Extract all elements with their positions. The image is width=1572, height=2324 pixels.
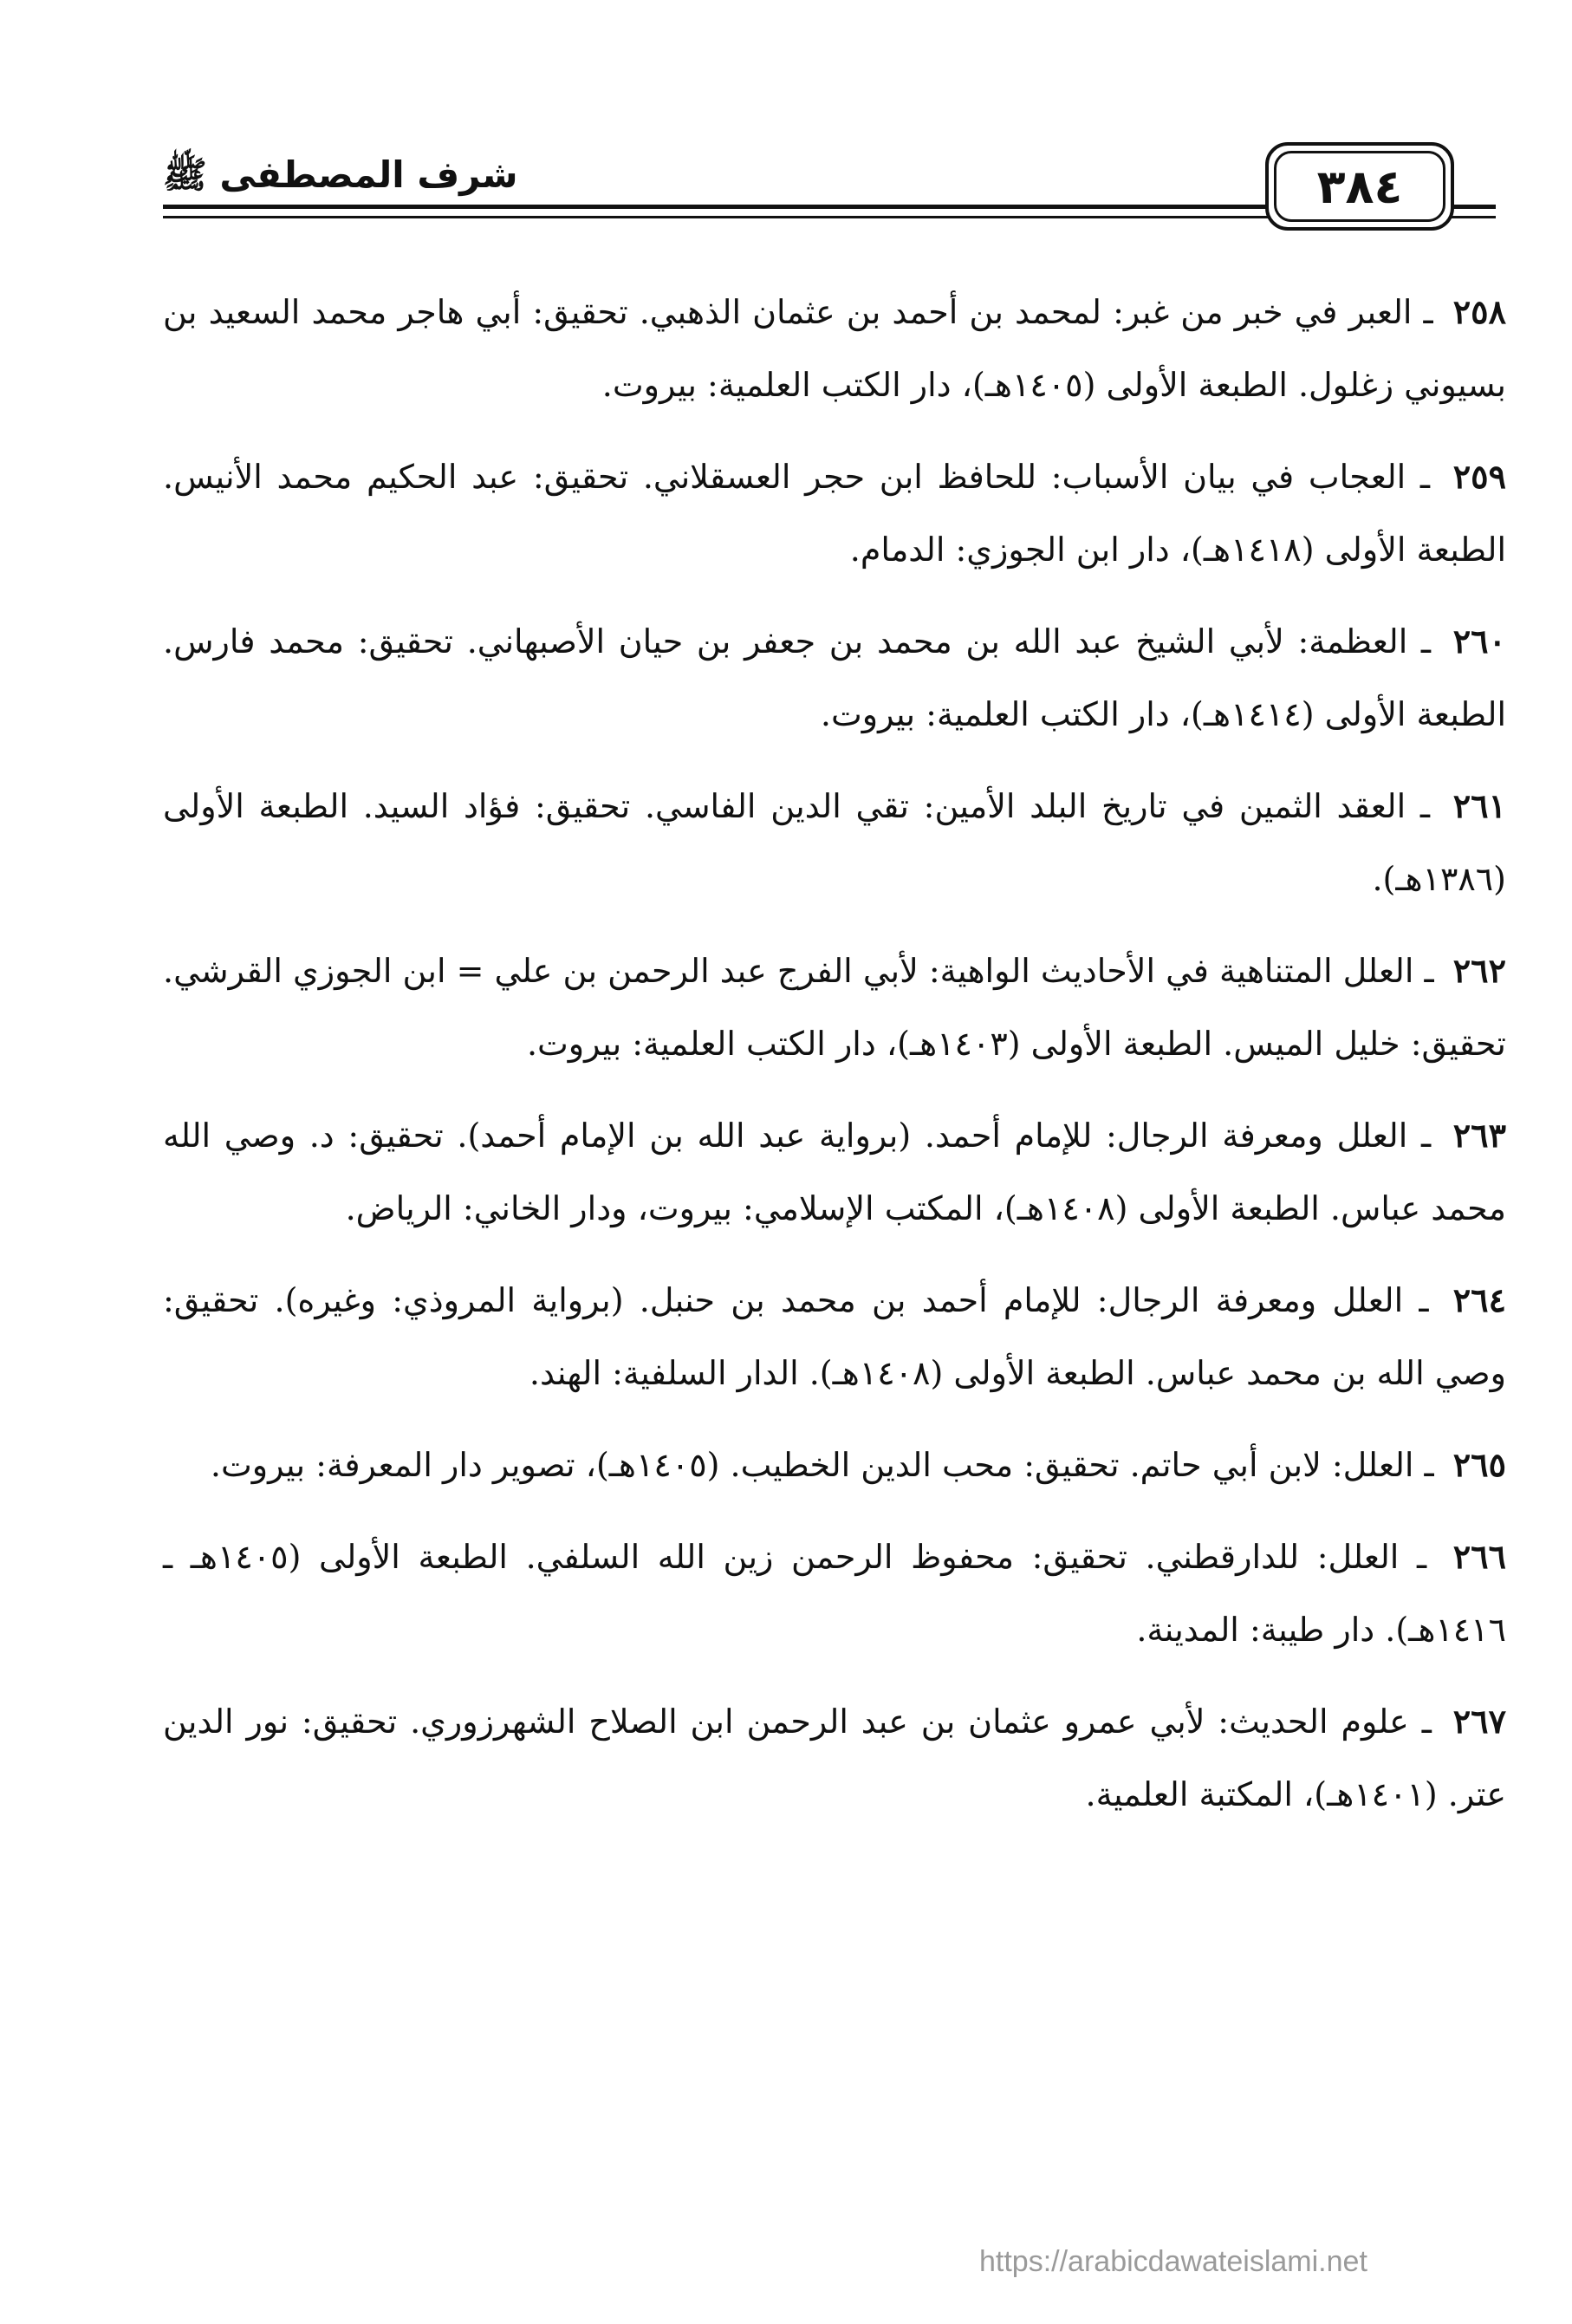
entry-text: ـ العلل: للدارقطني. تحقيق: محفوظ الرحمن زين الله السلفي. الطبعة الأولى (١٤٠٥هـ ـ ١٤١٦هـ). دار طيبة: المدينة.	[163, 1538, 1506, 1649]
entry-text: ـ العلل المتناهية في الأحاديث الواهية: لأبي الفرج عبد الرحمن بن علي = ابن الجوزي القرشي. تحقيق: خليل الميس. الطبعة الأولى (١٤٠٣هـ)، دار الكتب العلمية: بيروت.	[163, 952, 1506, 1063]
bibliography-entry	[163, 276, 1506, 421]
bibliography-entry	[163, 440, 1506, 586]
page-number-frame	[1265, 142, 1454, 231]
entry-number: ٢٦٥	[1452, 1445, 1506, 1484]
entry-text: ـ العقد الثمين في تاريخ البلد الأمين: تقي الدين الفاسي. تحقيق: فؤاد السيد. الطبعة الأولى (١٣٨٦هـ).	[163, 787, 1506, 898]
bibliography-entry	[163, 1520, 1506, 1666]
entry-number: ٢٦٠	[1452, 622, 1506, 661]
bibliography-entry	[163, 934, 1506, 1080]
entry-text: ـ العلل ومعرفة الرجال: للإمام أحمد بن محمد بن حنبل. (برواية المروذي: وغيره). تحقيق: وصي الله بن محمد عباس. الطبعة الأولى (١٤٠٨هـ). الدار السلفية: الهند.	[163, 1281, 1506, 1392]
running-title: شرف المصطفى ﷺ	[163, 153, 518, 196]
entry-number: ٢٦١	[1452, 786, 1506, 825]
entry-text: ـ العظمة: لأبي الشيخ عبد الله بن محمد بن جعفر بن حيان الأصبهاني. تحقيق: محمد فارس. الطبعة الأولى (١٤١٤هـ)، دار الكتب العلمية: بيروت.	[163, 622, 1506, 733]
bibliography-entry	[163, 1099, 1506, 1245]
entry-number: ٢٥٨	[1452, 292, 1506, 331]
bibliography-entry	[163, 1429, 1506, 1501]
entry-number: ٢٦٧	[1452, 1702, 1506, 1741]
entry-number: ٢٦٣	[1452, 1116, 1506, 1155]
entry-text: ـ العلل ومعرفة الرجال: للإمام أحمد. (برواية عبد الله بن الإمام أحمد). تحقيق: د. وصي الله محمد عباس. الطبعة الأولى (١٤٠٨هـ)، المكتب الإسلامي: بيروت، ودار الخاني: الرياض.	[163, 1116, 1506, 1227]
bibliography-entry	[163, 770, 1506, 915]
entry-text: ـ العبر في خبر من غبر: لمحمد بن أحمد بن عثمان الذهبي. تحقيق: أبي هاجر محمد السعيد بن بسيوني زغلول. الطبعة الأولى (١٤٠٥هـ)، دار الكتب العلمية: بيروت.	[163, 293, 1506, 404]
page-header	[163, 130, 1496, 234]
entry-text: ـ العلل: لابن أبي حاتم. تحقيق: محب الدين الخطيب. (١٤٠٥هـ)، تصوير دار المعرفة: بيروت.	[210, 1446, 1434, 1484]
entry-text: ـ العجاب في بيان الأسباب: للحافظ ابن حجر العسقلاني. تحقيق: عبد الحكيم محمد الأنيس. الطبعة الأولى (١٤١٨هـ)، دار ابن الجوزي: الدمام.	[163, 458, 1506, 569]
bibliography-list	[163, 276, 1506, 1850]
entry-number: ٢٦٢	[1452, 951, 1506, 990]
entry-number: ٢٥٩	[1452, 457, 1506, 496]
bibliography-entry	[163, 605, 1506, 751]
watermark-url: https://arabicdawateislami.net	[979, 2245, 1367, 2278]
page-number: ٣٨٤	[1274, 151, 1445, 222]
entry-number: ٢٦٤	[1452, 1280, 1506, 1319]
bibliography-entry	[163, 1264, 1506, 1409]
entry-number: ٢٦٦	[1452, 1537, 1506, 1576]
bibliography-entry	[163, 1685, 1506, 1831]
entry-text: ـ علوم الحديث: لأبي عمرو عثمان بن عبد الرحمن ابن الصلاح الشهرزوري. تحقيق: نور الدين عتر. (١٤٠١هـ)، المكتبة العلمية.	[163, 1702, 1506, 1813]
